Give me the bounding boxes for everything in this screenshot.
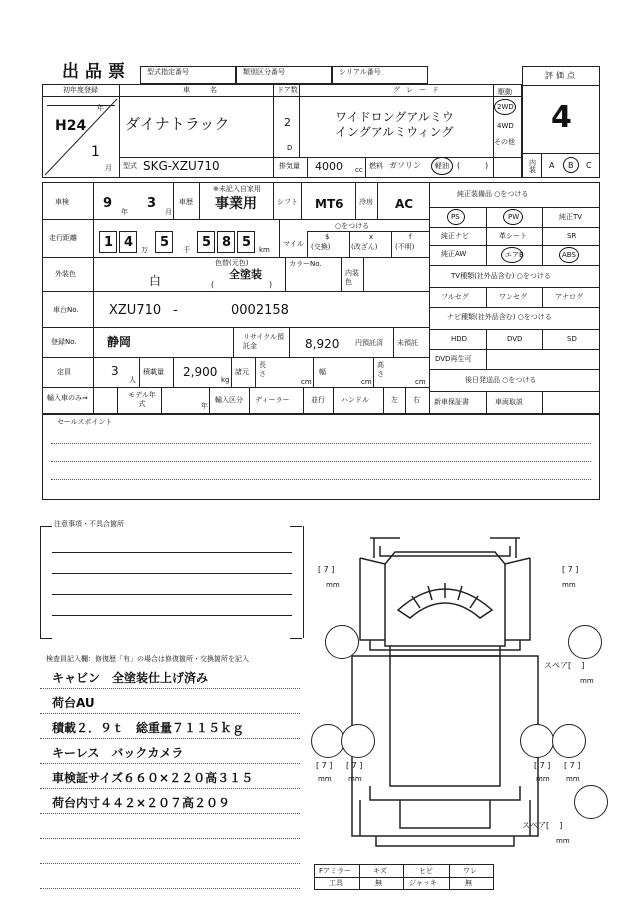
air-con: AC <box>395 197 414 211</box>
score-box: 評価点 4 内装 A B C <box>522 66 600 178</box>
tire-rear-right-inner <box>520 724 554 758</box>
grade-line-2: イングアルミウィング <box>335 125 454 139</box>
shift: MT6 <box>315 197 344 211</box>
drive-2wd-selected: 2WD <box>497 103 514 111</box>
equip-airbag-selected: エアB <box>505 251 524 259</box>
inspector-label: 検査員記入欄：修復歴「有」の場合は修復箇所・交換箇所を記入 <box>46 655 249 663</box>
type-class-field: 類別区分番号 <box>236 66 332 84</box>
equip-pw-selected: PW <box>508 213 520 221</box>
vehicle-info-block: 初年度登録 車名 ドア数 グレード H24 年 1 月 ダイナトラック 2 D ワイドロングアルミウ イングアルミウィング 駆動 2WD 4WD その他 型式 SKG-XZU710 排気量 4000 cc 燃料 ガソリン 軽油 ( ) <box>42 84 522 178</box>
equip-abs-selected: ABS <box>562 251 576 259</box>
tire-spare <box>574 785 608 819</box>
registration: 静岡 <box>107 335 132 349</box>
shaken-year: 9 <box>103 196 113 211</box>
inspection-block: 車検 9 年 3 月 車歴 ※未記入自家用 事業用 シフト MT6 冷房 AC 走行距離 1 4 万 5 千 5 8 5 km マイル ○をつける $ (交換) x (改ざん) f (不明) 外装色 白 色替(元色) 全塗装 ( ) カラーNo. 内装色 車台No. XZU710 - 0002158 登録No. 静岡 リサイクル預託金 8,920 円預託済 未預託 定員 3 人 積載量 2,900 kg 諸元 長さ cm 幅 cm 高さ cm 輸入車のみ⇒ モデル年式 年 輸入区分 ディーラー 並行 ハンドル 左 右 純正装備品 ○をつける PS PW 純正TV 純正ナビ 革シート SR 純正AW エアB ABS TV種類(社外品含む) ○をつける フルセグ ワンセグ アナログ ナビ種類(社外品含む) ○をつける HDD DVD SD DVD再生可 後日発送品 ○をつける 新車保証書 車両取説 <box>42 182 600 414</box>
displacement: 4000 <box>315 160 343 173</box>
capacity: 3 <box>111 364 119 378</box>
chassis-prefix: XZU710 <box>109 303 162 318</box>
sales-point-box: セールスポイント <box>42 414 600 500</box>
recycle-fee: 8,920 <box>305 337 340 351</box>
serial-field: シリアル番号 <box>332 66 428 84</box>
equip-ps-selected: PS <box>451 213 460 221</box>
interior-grade-selected: B <box>568 161 574 170</box>
model-cert-field: 型式指定番号 <box>140 66 236 84</box>
chassis-number: 0002158 <box>231 303 289 318</box>
inspector-notes: キャビン 全塗装仕上げ済み 荷台AU 積載２．９ｔ 総重量７１１５ｋｇ キーレス バックカメラ 車検証サイズ６６０×２２０高３１５ 荷台内寸４４２×２０７高２０９ <box>40 668 302 892</box>
shaken-month: 3 <box>147 196 157 211</box>
tire-rear-left-outer <box>311 724 345 758</box>
notes-label: 注意事項・不具合箇所 <box>54 520 124 528</box>
grade-score: 4 <box>551 100 572 135</box>
vehicle-history: 事業用 <box>215 196 257 212</box>
grade-line-1: ワイドロングアルミウ <box>335 110 454 124</box>
door-count: 2 <box>284 116 291 129</box>
exterior-color: 白 <box>149 274 162 288</box>
tire-rear-right-outer <box>552 724 586 758</box>
tire-rear-left-inner <box>341 724 375 758</box>
vehicle-name: ダイナトラック <box>125 115 230 133</box>
mileage-digits: 1 4 万 5 千 5 8 5 km <box>99 231 275 253</box>
fuel-diesel-selected: 軽油 <box>435 162 449 170</box>
tire-front-left <box>325 625 359 659</box>
first-reg-year: H24 <box>55 118 87 134</box>
form-title: 出品票 <box>62 62 131 82</box>
load-capacity: 2,900 <box>183 365 218 379</box>
notes-bracket <box>40 526 304 638</box>
first-reg-month: 1 <box>91 144 100 160</box>
model-code: SKG-XZU710 <box>143 159 220 173</box>
legend-table: Fアミラー キズ ヒビ ワレ 工具 無 ジャッキ 無 <box>314 864 494 890</box>
repaint: 全塗装 <box>229 268 262 281</box>
truck-diagram <box>300 528 600 864</box>
tire-front-right <box>568 625 602 659</box>
